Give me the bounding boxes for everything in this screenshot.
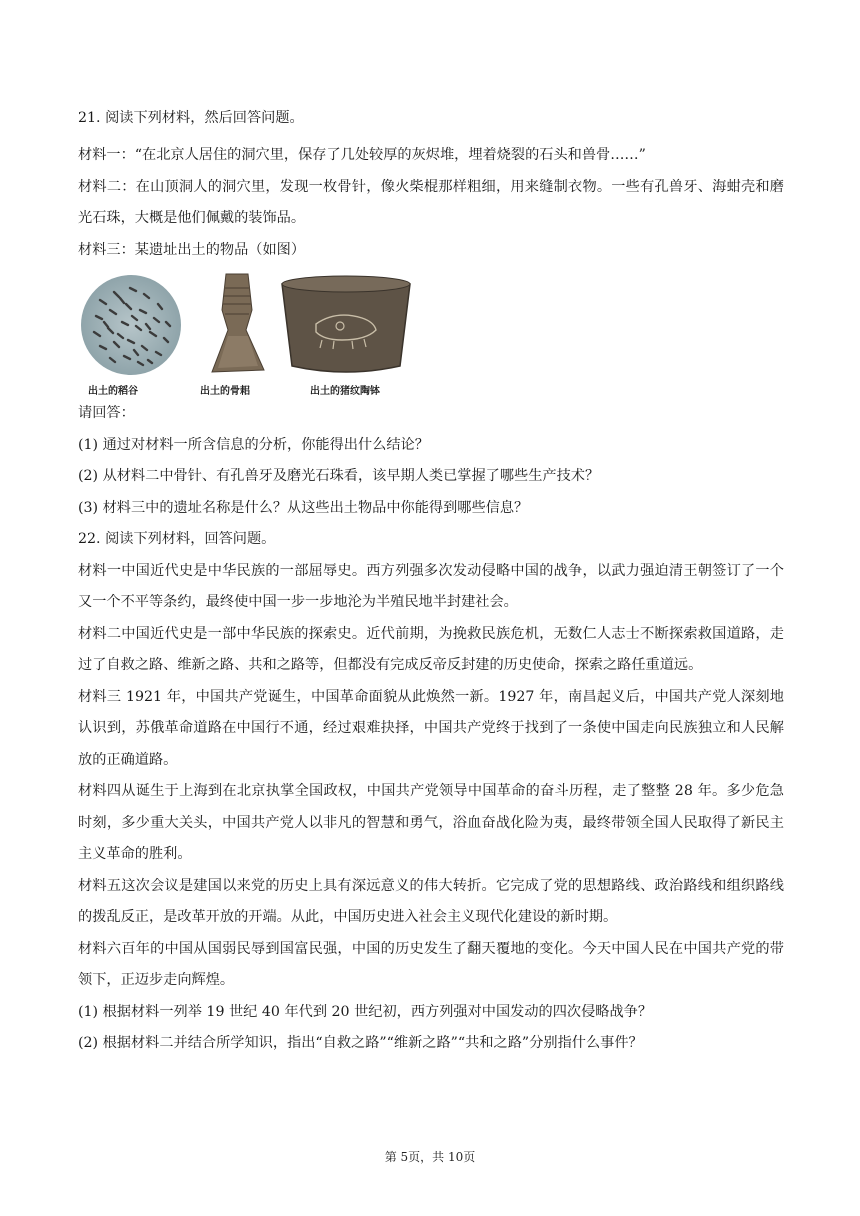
q22-material-6: 材料六百年的中国从国弱民辱到国富民强，中国的历史发生了翻天覆地的变化。今天中国人民在中国共产党的带领下，正迈步走向辉煌。 bbox=[78, 940, 784, 988]
caption-bone-spade: 出土的骨耜 bbox=[200, 386, 250, 397]
q22-material-1: 材料一中国近代史是中华民族的一部屈辱史。西方列强多次发动侵略中国的战争，以武力强迫清王朝签订了一个又一个不平等条约，最终使中国一步一步地沦为半殖民地半封建社会。 bbox=[78, 562, 784, 610]
q21-question-3: (3) 材料三中的遗址名称是什么？从这些出土物品中你能得到哪些信息？ bbox=[78, 499, 529, 516]
q22-material-4: 材料四从诞生于上海到在北京执掌全国政权，中国共产党领导中国革命的奋斗历程，走了整整 28 年。多少危急时刻，多少重大关头，中国共产党人以非凡的智慧和勇气，浴血奋战化险为夷，最终带领全国人民取得了新民主主义革命的胜利。 bbox=[78, 783, 784, 862]
bone-spade-photo bbox=[198, 270, 278, 380]
caption-pottery: 出土的猪纹陶钵 bbox=[310, 386, 380, 397]
pig-pattern-pottery-photo bbox=[276, 270, 416, 380]
q21-question-2: (2) 从材料二中骨针、有孔兽牙及磨光石珠看，该早期人类已掌握了哪些生产技术？ bbox=[78, 468, 600, 484]
page-footer: 第 5页，共 10页 bbox=[384, 1150, 476, 1164]
q22-material-3: 材料三 1921 年，中国共产党诞生，中国革命面貌从此焕然一新。1927 年，南昌起义后，中国共产党人深刻地认识到，苏俄革命道路在中国行不通，经过艰难抉择，中国共产党终于找到了一条使中国走向民族独立和人民解放的正确道路。 bbox=[78, 688, 784, 768]
q21-material-1: 材料一：“在北京人居住的洞穴里，保存了几处较厚的灰烬堆，埋着烧裂的石头和兽骨……” bbox=[78, 147, 646, 163]
q22-material-5: 材料五这次会议是建国以来党的历史上具有深远意义的伟大转折。它完成了党的思想路线、政治路线和组织路线的拨乱反正，是改革开放的开端。从此，中国历史进入社会主义现代化建设的新时期。 bbox=[78, 877, 784, 925]
q21-title: 21. 阅读下列材料，然后回答问题。 bbox=[78, 110, 304, 126]
q22-title: 22. 阅读下列材料，回答问题。 bbox=[78, 531, 276, 547]
q21-ask: 请回答： bbox=[78, 405, 135, 421]
q22-question-1: (1) 根据材料一列举 19 世纪 40 年代到 20 世纪初，西方列强对中国发动的四次侵略战争？ bbox=[78, 1003, 653, 1020]
caption-rice: 出土的稻谷 bbox=[88, 386, 138, 397]
q22-question-2: (2) 根据材料二并结合所学知识，指出“自救之路”“维新之路”“共和之路”分别指什么事件？ bbox=[78, 1035, 643, 1051]
page-content bbox=[78, 108, 784, 1060]
q21-material-2: 材料二：在山顶洞人的洞穴里，发现一枚骨针，像火柴棍那样粗细，用来缝制衣物。一些有孔兽牙、海蚶壳和磨光石珠，大概是他们佩戴的装饰品。 bbox=[78, 178, 784, 226]
excavated-items-figure bbox=[78, 270, 784, 410]
q21-material-3: 材料三：某遗址出土的物品（如图） bbox=[78, 241, 306, 258]
q22-material-2: 材料二中国近代史是一部中华民族的探索史。近代前期，为挽救民族危机，无数仁人志士不断探索救国道路，走过了自救之路、维新之路、共和之路等，但都没有完成反帝反封建的历史使命，探索之路任重道远。 bbox=[78, 625, 784, 673]
q21-question-1: (1) 通过对材料一所含信息的分析，你能得出什么结论？ bbox=[78, 436, 429, 453]
rice-grain-photo bbox=[80, 270, 182, 380]
